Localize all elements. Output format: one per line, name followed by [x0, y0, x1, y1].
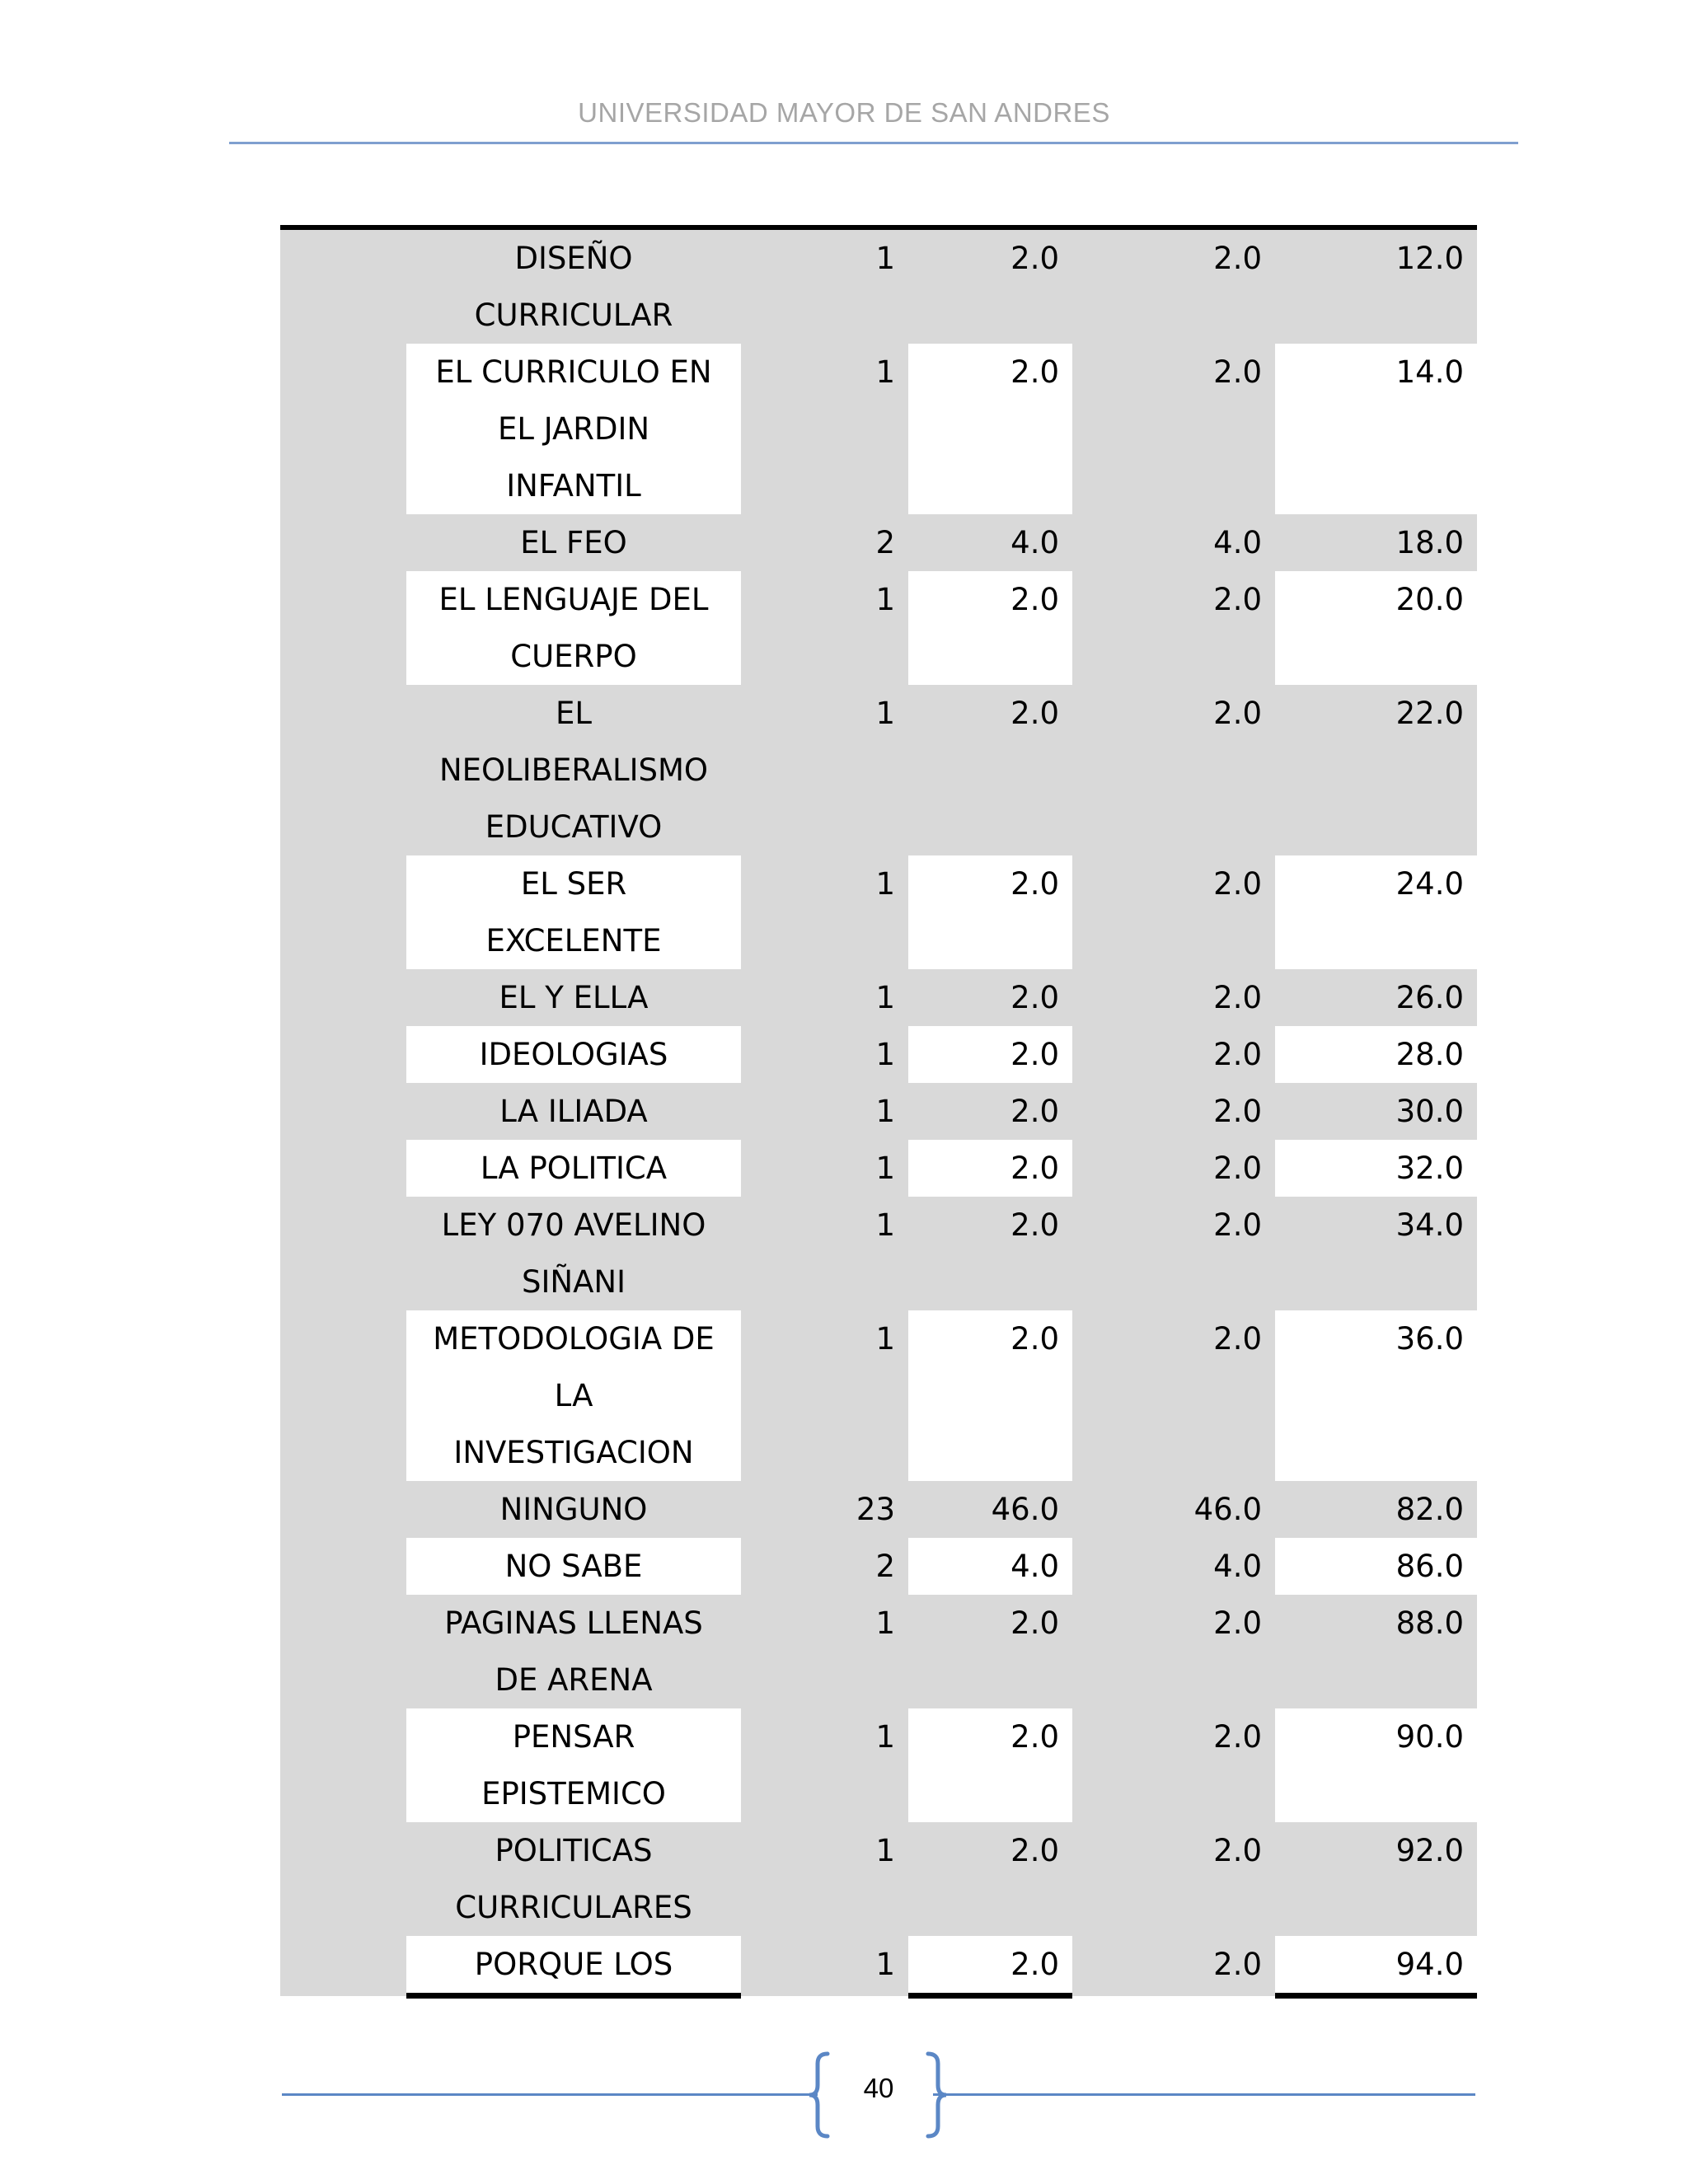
category-name-line: DISEÑO	[514, 241, 633, 276]
row-label-cell	[280, 1310, 406, 1481]
cumulative-percent-cell: 20.0	[1275, 571, 1477, 685]
percent-cell: 2.0	[908, 1083, 1072, 1140]
valid-percent-cell: 2.0	[1072, 1595, 1275, 1708]
percent-cell: 2.0	[908, 344, 1072, 514]
row-label-cell	[280, 1936, 406, 1996]
percent-cell: 2.0	[908, 1026, 1072, 1083]
frequency-cell: 1	[741, 1822, 908, 1936]
cumulative-percent-cell: 26.0	[1275, 969, 1477, 1026]
category-name-line: PENSAR	[512, 1719, 635, 1755]
left-brace-icon	[806, 2050, 831, 2139]
valid-percent-cell: 2.0	[1072, 1310, 1275, 1481]
cumulative-percent-cell: 88.0	[1275, 1595, 1477, 1708]
frequency-cell: 1	[741, 1197, 908, 1310]
percent-cell: 2.0	[908, 1595, 1072, 1708]
category-name-line: EL CURRICULO EN	[435, 354, 712, 390]
category-name-line: LEY 070 AVELINO	[441, 1207, 706, 1243]
cumulative-percent-cell: 14.0	[1275, 344, 1477, 514]
page-number: 40	[863, 2073, 894, 2103]
row-label-cell	[280, 1595, 406, 1708]
percent-cell: 2.0	[908, 1197, 1072, 1310]
frequency-table	[280, 225, 1477, 1999]
valid-percent-cell: 2.0	[1072, 1197, 1275, 1310]
row-label-cell	[280, 1026, 406, 1083]
table-row	[280, 685, 1477, 855]
cumulative-percent-cell: 82.0	[1275, 1481, 1477, 1538]
category-name-line: METODOLOGIA DE	[433, 1321, 715, 1357]
table-row	[280, 855, 1477, 969]
row-label-cell	[280, 969, 406, 1026]
category-name-cell	[406, 227, 741, 344]
category-name-cell	[406, 855, 741, 969]
running-header: UNIVERSIDAD MAYOR DE SAN ANDRES	[578, 97, 1110, 128]
category-name-line: POLITICAS	[495, 1833, 653, 1868]
cumulative-percent-cell: 92.0	[1275, 1822, 1477, 1936]
valid-percent-cell: 2.0	[1072, 1026, 1275, 1083]
cumulative-percent-cell: 18.0	[1275, 514, 1477, 571]
percent-cell: 2.0	[908, 1936, 1072, 1996]
frequency-cell: 1	[741, 1936, 908, 1996]
category-name-line: EL Y ELLA	[499, 980, 649, 1015]
cumulative-percent-cell: 94.0	[1275, 1936, 1477, 1996]
category-name-line: SIÑANI	[522, 1264, 626, 1300]
category-name-line: EL SER	[520, 866, 627, 902]
frequency-cell: 1	[741, 227, 908, 344]
valid-percent-cell: 2.0	[1072, 571, 1275, 685]
cumulative-percent-cell: 30.0	[1275, 1083, 1477, 1140]
row-label-cell	[280, 1481, 406, 1538]
valid-percent-cell: 2.0	[1072, 855, 1275, 969]
frequency-cell: 1	[741, 855, 908, 969]
category-name-cell	[406, 1197, 741, 1310]
category-name-line: EDUCATIVO	[485, 809, 663, 845]
category-name-cell	[406, 1538, 741, 1595]
table-row	[280, 969, 1477, 1026]
category-name-cell	[406, 1936, 741, 1996]
category-name-line: EXCELENTE	[485, 923, 662, 958]
footer-rule-left	[282, 2093, 818, 2096]
cumulative-percent-cell: 90.0	[1275, 1708, 1477, 1822]
category-name-line: INFANTIL	[506, 468, 641, 504]
table-row	[280, 1936, 1477, 1996]
category-name-cell	[406, 1708, 741, 1822]
cumulative-percent-cell: 36.0	[1275, 1310, 1477, 1481]
cumulative-percent-cell: 32.0	[1275, 1140, 1477, 1197]
table-row	[280, 571, 1477, 685]
frequency-cell: 1	[741, 1708, 908, 1822]
category-name-cell	[406, 969, 741, 1026]
cumulative-percent-cell: 22.0	[1275, 685, 1477, 855]
row-label-cell	[280, 1822, 406, 1936]
frequency-cell: 1	[741, 1595, 908, 1708]
category-name-line: EL LENGUAJE DEL	[438, 582, 709, 617]
category-name-cell	[406, 1140, 741, 1197]
table-row	[280, 1538, 1477, 1595]
category-name-line: LA ILIADA	[499, 1094, 648, 1129]
percent-cell: 2.0	[908, 1310, 1072, 1481]
valid-percent-cell: 2.0	[1072, 1822, 1275, 1936]
row-label-cell	[280, 514, 406, 571]
row-label-cell	[280, 855, 406, 969]
frequency-cell: 2	[741, 514, 908, 571]
table-row	[280, 1481, 1477, 1538]
valid-percent-cell: 2.0	[1072, 1708, 1275, 1822]
category-name-line: EPISTEMICO	[481, 1776, 666, 1811]
row-label-cell	[280, 571, 406, 685]
category-name-cell	[406, 514, 741, 571]
frequency-cell: 2	[741, 1538, 908, 1595]
cumulative-percent-cell: 28.0	[1275, 1026, 1477, 1083]
category-name-line: LA POLITICA	[480, 1151, 668, 1186]
category-name-cell	[406, 1595, 741, 1708]
cumulative-percent-cell: 12.0	[1275, 227, 1477, 344]
valid-percent-cell: 4.0	[1072, 1538, 1275, 1595]
percent-cell: 2.0	[908, 1140, 1072, 1197]
table-row	[280, 227, 1477, 344]
frequency-cell: 1	[741, 685, 908, 855]
category-name-cell	[406, 1481, 741, 1538]
row-label-cell	[280, 227, 406, 344]
percent-cell: 2.0	[908, 227, 1072, 344]
category-name-line: NEOLIBERALISMO	[438, 752, 709, 788]
table-row	[280, 1310, 1477, 1481]
cumulative-percent-cell: 86.0	[1275, 1538, 1477, 1595]
frequency-cell: 1	[741, 344, 908, 514]
valid-percent-cell: 2.0	[1072, 685, 1275, 855]
table-row	[280, 1822, 1477, 1936]
category-name-line: LA	[554, 1378, 593, 1413]
frequency-table-body	[280, 227, 1477, 1996]
category-name-cell	[406, 1026, 741, 1083]
category-name-cell	[406, 1310, 741, 1481]
percent-cell: 2.0	[908, 1822, 1072, 1936]
frequency-cell: 1	[741, 1026, 908, 1083]
frequency-cell: 23	[741, 1481, 908, 1538]
category-name-cell	[406, 344, 741, 514]
category-name-line: PAGINAS LLENAS	[444, 1605, 703, 1641]
percent-cell: 2.0	[908, 1708, 1072, 1822]
category-name-line: IDEOLOGIAS	[479, 1037, 668, 1072]
category-name-line: EL JARDIN	[497, 411, 650, 447]
percent-cell: 2.0	[908, 969, 1072, 1026]
percent-cell: 46.0	[908, 1481, 1072, 1538]
table-row	[280, 1140, 1477, 1197]
table-row	[280, 1083, 1477, 1140]
row-label-cell	[280, 1708, 406, 1822]
category-name-line: EL FEO	[520, 525, 627, 560]
cumulative-percent-cell: 34.0	[1275, 1197, 1477, 1310]
category-name-line: DE ARENA	[495, 1662, 653, 1698]
footer-rule-right	[933, 2093, 1475, 2096]
percent-cell: 4.0	[908, 1538, 1072, 1595]
category-name-line: NO SABE	[504, 1549, 643, 1584]
category-name-line: NINGUNO	[499, 1492, 648, 1527]
row-label-cell	[280, 685, 406, 855]
row-label-cell	[280, 1197, 406, 1310]
category-name-cell	[406, 1822, 741, 1936]
table-row	[280, 1026, 1477, 1083]
frequency-cell: 1	[741, 1083, 908, 1140]
percent-cell: 2.0	[908, 571, 1072, 685]
valid-percent-cell: 2.0	[1072, 1936, 1275, 1996]
row-label-cell	[280, 1538, 406, 1595]
category-name-line: CURRICULARES	[455, 1890, 692, 1925]
category-name-cell	[406, 1083, 741, 1140]
valid-percent-cell: 2.0	[1072, 969, 1275, 1026]
frequency-cell: 1	[741, 571, 908, 685]
valid-percent-cell: 2.0	[1072, 344, 1275, 514]
category-name-line: CURRICULAR	[474, 298, 673, 333]
percent-cell: 2.0	[908, 685, 1072, 855]
category-name-cell	[406, 685, 741, 855]
category-name-line: EL	[556, 696, 592, 731]
cumulative-percent-cell: 24.0	[1275, 855, 1477, 969]
percent-cell: 4.0	[908, 514, 1072, 571]
frequency-cell: 1	[741, 1310, 908, 1481]
table-row	[280, 1708, 1477, 1822]
category-name-line: CUERPO	[510, 639, 637, 674]
valid-percent-cell: 46.0	[1072, 1481, 1275, 1538]
category-name-cell	[406, 571, 741, 685]
valid-percent-cell: 2.0	[1072, 1083, 1275, 1140]
header-rule	[229, 142, 1518, 144]
category-name-line: PORQUE LOS	[474, 1947, 673, 1982]
valid-percent-cell: 4.0	[1072, 514, 1275, 571]
row-label-cell	[280, 1083, 406, 1140]
valid-percent-cell: 2.0	[1072, 227, 1275, 344]
category-name-line: INVESTIGACION	[453, 1435, 694, 1470]
row-label-cell	[280, 344, 406, 514]
row-label-cell	[280, 1140, 406, 1197]
table-row	[280, 514, 1477, 571]
percent-cell: 2.0	[908, 855, 1072, 969]
table-row	[280, 1197, 1477, 1310]
valid-percent-cell: 2.0	[1072, 1140, 1275, 1197]
table-row	[280, 1595, 1477, 1708]
frequency-cell: 1	[741, 969, 908, 1026]
table-row	[280, 344, 1477, 514]
frequency-cell: 1	[741, 1140, 908, 1197]
